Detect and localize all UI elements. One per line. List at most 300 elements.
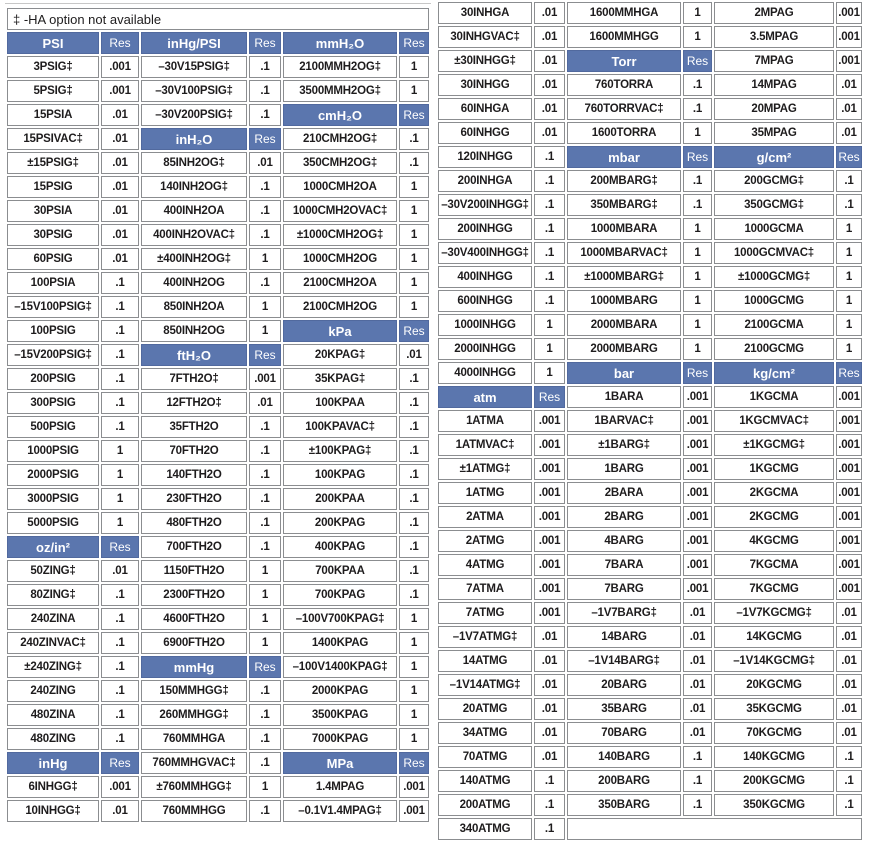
table-row xyxy=(7,680,429,702)
unit-cell: 7BARG xyxy=(567,578,681,600)
section-header-cell: kg/cm² xyxy=(714,362,834,384)
unit-cell: 6900FTH2O xyxy=(141,632,247,654)
table-row xyxy=(438,50,862,72)
unit-cell: 100PSIA xyxy=(7,272,99,294)
unit-cell: 2100MMH2OG‡ xyxy=(283,56,397,78)
section-header-cell: mmHg xyxy=(141,656,247,678)
res-cell: .01 xyxy=(836,98,862,120)
res-cell: .001 xyxy=(683,386,712,408)
unit-cell: 1000INHGG xyxy=(438,314,532,336)
res-cell: .01 xyxy=(534,722,565,744)
table-row xyxy=(438,434,862,456)
section-header-cell: bar xyxy=(567,362,681,384)
res-cell: .01 xyxy=(683,602,712,624)
table-row xyxy=(7,248,429,270)
table-row xyxy=(7,392,429,414)
unit-cell: –30V100PSIG‡ xyxy=(141,80,247,102)
unit-cell: 700KPAA xyxy=(283,560,397,582)
unit-cell: 600INHGG xyxy=(438,290,532,312)
res-cell: .1 xyxy=(249,800,281,822)
unit-cell: 1ATMG xyxy=(438,482,532,504)
res-cell: 1 xyxy=(683,290,712,312)
res-cell: 1 xyxy=(534,362,565,384)
table-row xyxy=(438,770,862,792)
blank-cell xyxy=(567,818,862,840)
res-cell: .1 xyxy=(399,392,429,414)
unit-cell: –15V200PSIG‡ xyxy=(7,344,99,366)
res-cell: .001 xyxy=(836,578,862,600)
unit-cell: 20KPAG‡ xyxy=(283,344,397,366)
res-cell: .01 xyxy=(683,650,712,672)
unit-cell: 200KPAA xyxy=(283,488,397,510)
unit-cell: 7BARA xyxy=(567,554,681,576)
res-cell: .1 xyxy=(101,632,139,654)
res-cell: .1 xyxy=(249,272,281,294)
res-header-cell: Res xyxy=(399,104,429,126)
table-row xyxy=(438,530,862,552)
unit-cell: 850INH2OA xyxy=(141,296,247,318)
unit-cell: 1000CMH2OA xyxy=(283,176,397,198)
unit-cell: 15PSIVAC‡ xyxy=(7,128,99,150)
unit-cell: 2MPAG xyxy=(714,2,834,24)
section-header-cell: g/cm² xyxy=(714,146,834,168)
unit-cell: 2BARG xyxy=(567,506,681,528)
res-header-cell: Res xyxy=(399,320,429,342)
table-row xyxy=(438,362,862,384)
unit-cell: 1BARG xyxy=(567,458,681,480)
table-row xyxy=(438,74,862,96)
unit-cell: 1ATMVAC‡ xyxy=(438,434,532,456)
table-row xyxy=(7,56,429,78)
res-cell: 1 xyxy=(399,296,429,318)
table-row xyxy=(438,674,862,696)
unit-cell: 1KGCMA xyxy=(714,386,834,408)
res-header-cell: Res xyxy=(836,146,862,168)
res-cell: 1 xyxy=(836,338,862,360)
res-cell: .001 xyxy=(683,434,712,456)
table-row xyxy=(7,704,429,726)
unit-cell: 700KPAG xyxy=(283,584,397,606)
unit-cell: ±30INHGG‡ xyxy=(438,50,532,72)
res-cell: .001 xyxy=(836,2,862,24)
unit-cell: 80ZING‡ xyxy=(7,584,99,606)
res-cell: .01 xyxy=(101,128,139,150)
pressure-table-right xyxy=(436,0,864,842)
res-cell: .1 xyxy=(534,194,565,216)
unit-cell: –0.1V1.4MPAG‡ xyxy=(283,800,397,822)
unit-cell: 350CMH2OG‡ xyxy=(283,152,397,174)
res-cell: 1 xyxy=(683,266,712,288)
res-cell: .001 xyxy=(836,26,862,48)
res-cell: .1 xyxy=(534,170,565,192)
right-table-wrap xyxy=(436,0,864,842)
unit-cell: 760MMHGG xyxy=(141,800,247,822)
res-cell: .1 xyxy=(399,464,429,486)
unit-cell: ±1000CMH2OG‡ xyxy=(283,224,397,246)
res-header-cell: Res xyxy=(249,128,281,150)
res-cell: .01 xyxy=(534,74,565,96)
unit-cell: 2000PSIG xyxy=(7,464,99,486)
unit-cell: 3000PSIG xyxy=(7,488,99,510)
unit-cell: ±1000GCMG‡ xyxy=(714,266,834,288)
unit-cell: 30INHGVAC‡ xyxy=(438,26,532,48)
table-row xyxy=(7,632,429,654)
res-cell: .1 xyxy=(101,272,139,294)
top-rule xyxy=(5,3,431,4)
res-cell: .01 xyxy=(534,2,565,24)
res-cell: .1 xyxy=(399,416,429,438)
res-cell: .1 xyxy=(249,416,281,438)
res-cell: .1 xyxy=(534,290,565,312)
unit-cell: –100V1400KPAG‡ xyxy=(283,656,397,678)
section-header-cell: inHg xyxy=(7,752,99,774)
unit-cell: 3.5MPAG xyxy=(714,26,834,48)
unit-cell: 2100GCMG xyxy=(714,338,834,360)
res-cell: .001 xyxy=(534,434,565,456)
res-cell: .001 xyxy=(399,776,429,798)
table-row xyxy=(438,314,862,336)
res-cell: .1 xyxy=(836,170,862,192)
unit-cell: 14ATMG xyxy=(438,650,532,672)
unit-cell: –1V14KGCMG‡ xyxy=(714,650,834,672)
section-header-cell: Torr xyxy=(567,50,681,72)
unit-cell: –30V400INHGG‡ xyxy=(438,242,532,264)
unit-cell: 7FTH2O‡ xyxy=(141,368,247,390)
unit-cell: 14BARG xyxy=(567,626,681,648)
res-cell: 1 xyxy=(399,200,429,222)
res-cell: .1 xyxy=(399,560,429,582)
table-row xyxy=(7,296,429,318)
unit-cell: ±760MMHGG‡ xyxy=(141,776,247,798)
res-cell: 1 xyxy=(399,680,429,702)
unit-cell: 3500KPAG xyxy=(283,704,397,726)
table-row xyxy=(7,656,429,678)
res-cell: 1 xyxy=(683,218,712,240)
res-header-cell: Res xyxy=(683,362,712,384)
table-row xyxy=(438,578,862,600)
unit-cell: 1BARVAC‡ xyxy=(567,410,681,432)
res-cell: .1 xyxy=(683,98,712,120)
res-cell: 1 xyxy=(399,704,429,726)
unit-cell: 2KGCMA xyxy=(714,482,834,504)
table-row xyxy=(7,416,429,438)
unit-cell: ±1BARG‡ xyxy=(567,434,681,456)
res-cell: .01 xyxy=(534,626,565,648)
res-cell: .1 xyxy=(399,488,429,510)
res-cell: 1 xyxy=(249,296,281,318)
res-cell: 1 xyxy=(101,512,139,534)
res-cell: .1 xyxy=(101,608,139,630)
unit-cell: 7ATMA xyxy=(438,578,532,600)
unit-cell: 2000MBARG xyxy=(567,338,681,360)
section-header-cell: inH₂O xyxy=(141,128,247,150)
unit-cell: –1V14ATMG‡ xyxy=(438,674,532,696)
unit-cell: 240ZINVAC‡ xyxy=(7,632,99,654)
unit-cell: 200INHGA xyxy=(438,170,532,192)
unit-cell: –15V100PSIG‡ xyxy=(7,296,99,318)
unit-cell: 1000MBARG xyxy=(567,290,681,312)
unit-cell: 20MPAG xyxy=(714,98,834,120)
res-cell: .01 xyxy=(836,122,862,144)
unit-cell: 30PSIA xyxy=(7,200,99,222)
table-row xyxy=(7,584,429,606)
unit-cell: 4BARG xyxy=(567,530,681,552)
res-cell: 1 xyxy=(399,632,429,654)
unit-cell: 70ATMG xyxy=(438,746,532,768)
res-cell: 1 xyxy=(534,314,565,336)
res-cell: .01 xyxy=(683,674,712,696)
res-cell: .1 xyxy=(399,128,429,150)
table-row xyxy=(7,800,429,822)
res-cell: 1 xyxy=(683,338,712,360)
res-cell: .001 xyxy=(683,506,712,528)
res-header-cell: Res xyxy=(101,752,139,774)
unit-cell: 100KPAG xyxy=(283,464,397,486)
table-row xyxy=(7,536,429,558)
unit-cell: 70KGCMG xyxy=(714,722,834,744)
unit-cell: 120INHGG xyxy=(438,146,532,168)
table-row xyxy=(438,170,862,192)
res-cell: .1 xyxy=(249,728,281,750)
res-cell: 1 xyxy=(399,224,429,246)
unit-cell: –1V7ATMG‡ xyxy=(438,626,532,648)
unit-cell: 140BARG xyxy=(567,746,681,768)
res-cell: .1 xyxy=(249,80,281,102)
table-row xyxy=(7,464,429,486)
unit-cell: 70BARG xyxy=(567,722,681,744)
section-header-cell: inHg/PSI xyxy=(141,32,247,54)
unit-cell: –30V200PSIG‡ xyxy=(141,104,247,126)
unit-cell: 350GCMG‡ xyxy=(714,194,834,216)
res-cell: .01 xyxy=(836,698,862,720)
res-cell: .01 xyxy=(101,224,139,246)
unit-cell: 30INHGG xyxy=(438,74,532,96)
res-cell: .1 xyxy=(249,536,281,558)
unit-cell: –30V15PSIG‡ xyxy=(141,56,247,78)
unit-cell: 1000MBARVAC‡ xyxy=(567,242,681,264)
unit-cell: 7KGCMG xyxy=(714,578,834,600)
res-cell: 1 xyxy=(249,632,281,654)
unit-cell: 70FTH2O xyxy=(141,440,247,462)
res-cell: .1 xyxy=(249,224,281,246)
unit-cell: 200MBARG‡ xyxy=(567,170,681,192)
unit-cell: 340ATMG xyxy=(438,818,532,840)
unit-cell: 2000MBARA xyxy=(567,314,681,336)
unit-cell: 35KPAG‡ xyxy=(283,368,397,390)
table-row xyxy=(438,194,862,216)
unit-cell: 350BARG xyxy=(567,794,681,816)
res-cell: .1 xyxy=(249,200,281,222)
res-cell: .1 xyxy=(249,440,281,462)
res-cell: .001 xyxy=(101,776,139,798)
unit-cell: 200ATMG xyxy=(438,794,532,816)
unit-cell: 10INHGG‡ xyxy=(7,800,99,822)
unit-cell: 4KGCMG xyxy=(714,530,834,552)
unit-cell: 15PSIG xyxy=(7,176,99,198)
unit-cell: 200GCMG‡ xyxy=(714,170,834,192)
unit-cell: ±100KPAG‡ xyxy=(283,440,397,462)
unit-cell: 1600TORRA xyxy=(567,122,681,144)
res-cell: .001 xyxy=(683,554,712,576)
res-cell: .01 xyxy=(836,626,862,648)
res-cell: 1 xyxy=(836,290,862,312)
unit-cell: 480ZING xyxy=(7,728,99,750)
res-cell: .01 xyxy=(836,74,862,96)
res-cell: 1 xyxy=(399,56,429,78)
table-row xyxy=(7,488,429,510)
res-cell: .001 xyxy=(836,386,862,408)
table-row xyxy=(438,698,862,720)
unit-cell: 850INH2OG xyxy=(141,320,247,342)
res-cell: .001 xyxy=(249,368,281,390)
table-row xyxy=(438,242,862,264)
unit-cell: 20ATMG xyxy=(438,698,532,720)
table-row xyxy=(438,626,862,648)
unit-cell: 200INHGG xyxy=(438,218,532,240)
res-cell: .001 xyxy=(101,80,139,102)
unit-cell: 35MPAG xyxy=(714,122,834,144)
unit-cell: 12FTH2O‡ xyxy=(141,392,247,414)
unit-cell: ±400INH2OG‡ xyxy=(141,248,247,270)
table-row xyxy=(7,272,429,294)
table-row xyxy=(438,722,862,744)
unit-cell: 240ZINA xyxy=(7,608,99,630)
unit-cell: 35FTH2O xyxy=(141,416,247,438)
table-row xyxy=(7,344,429,366)
left-table-wrap xyxy=(5,6,431,824)
unit-cell: 210CMH2OG‡ xyxy=(283,128,397,150)
unit-cell: 1000GCMA xyxy=(714,218,834,240)
res-cell: .001 xyxy=(836,434,862,456)
res-cell: .1 xyxy=(534,218,565,240)
res-cell: .001 xyxy=(683,458,712,480)
res-header-cell: Res xyxy=(399,752,429,774)
res-cell: .1 xyxy=(249,680,281,702)
res-header-cell: Res xyxy=(683,146,712,168)
res-cell: .1 xyxy=(836,746,862,768)
unit-cell: 1600MMHGA xyxy=(567,2,681,24)
res-cell: .001 xyxy=(683,530,712,552)
res-header-cell: Res xyxy=(836,362,862,384)
res-cell: .01 xyxy=(534,650,565,672)
res-cell: .1 xyxy=(101,320,139,342)
unit-cell: 60INHGA xyxy=(438,98,532,120)
unit-cell: 30PSIG xyxy=(7,224,99,246)
res-cell: .1 xyxy=(683,170,712,192)
table-row xyxy=(7,728,429,750)
unit-cell: 350KGCMG xyxy=(714,794,834,816)
res-cell: .001 xyxy=(534,410,565,432)
table-row xyxy=(438,650,862,672)
res-cell: .1 xyxy=(249,464,281,486)
res-cell: .01 xyxy=(683,698,712,720)
unit-cell: –1V7BARG‡ xyxy=(567,602,681,624)
res-cell: .1 xyxy=(399,536,429,558)
res-cell: 1 xyxy=(249,608,281,630)
res-cell: .1 xyxy=(249,104,281,126)
table-note: ‡ -HA option not available xyxy=(7,8,429,30)
unit-cell: 400INH2OG xyxy=(141,272,247,294)
res-cell: .001 xyxy=(534,578,565,600)
unit-cell: 400INH2OVAC‡ xyxy=(141,224,247,246)
res-cell: .01 xyxy=(534,698,565,720)
res-cell: .1 xyxy=(683,194,712,216)
unit-cell: 15PSIA xyxy=(7,104,99,126)
res-cell: .01 xyxy=(836,602,862,624)
unit-cell: 500PSIG xyxy=(7,416,99,438)
table-row xyxy=(438,122,862,144)
res-cell: .01 xyxy=(249,392,281,414)
res-cell: 1 xyxy=(683,26,712,48)
res-cell: .001 xyxy=(836,458,862,480)
unit-cell: 2100CMH2OG xyxy=(283,296,397,318)
unit-cell: 34ATMG xyxy=(438,722,532,744)
res-cell: 1 xyxy=(101,440,139,462)
res-cell: .01 xyxy=(534,746,565,768)
res-cell: .01 xyxy=(101,104,139,126)
res-cell: .1 xyxy=(683,770,712,792)
table-row xyxy=(7,200,429,222)
unit-cell: 4600FTH2O xyxy=(141,608,247,630)
table-row xyxy=(438,410,862,432)
unit-cell: 20BARG xyxy=(567,674,681,696)
unit-cell: 7000KPAG xyxy=(283,728,397,750)
table-row xyxy=(7,440,429,462)
unit-cell: 100KPAA xyxy=(283,392,397,414)
table-row xyxy=(438,26,862,48)
res-cell: .01 xyxy=(534,674,565,696)
unit-cell: 140KGCMG xyxy=(714,746,834,768)
res-cell: 1 xyxy=(836,218,862,240)
unit-cell: –30V200INHGG‡ xyxy=(438,194,532,216)
unit-cell: 1BARA xyxy=(567,386,681,408)
unit-cell: ±1000MBARG‡ xyxy=(567,266,681,288)
res-cell: 1 xyxy=(101,488,139,510)
unit-cell: 100KPAVAC‡ xyxy=(283,416,397,438)
res-cell: .1 xyxy=(534,266,565,288)
res-header-cell: Res xyxy=(534,386,565,408)
unit-cell: 1KGCMG xyxy=(714,458,834,480)
unit-cell: 1000GCMG xyxy=(714,290,834,312)
res-cell: .1 xyxy=(101,656,139,678)
unit-cell: 2ATMG xyxy=(438,530,532,552)
res-cell: .01 xyxy=(101,152,139,174)
unit-cell: 140FTH2O xyxy=(141,464,247,486)
section-header-cell: MPa xyxy=(283,752,397,774)
unit-cell: ±240ZING‡ xyxy=(7,656,99,678)
res-cell: .001 xyxy=(683,410,712,432)
unit-cell: ±1KGCMG‡ xyxy=(714,434,834,456)
unit-cell: 35BARG xyxy=(567,698,681,720)
res-cell: .01 xyxy=(101,560,139,582)
section-header-cell: cmH₂O xyxy=(283,104,397,126)
res-cell: .1 xyxy=(249,512,281,534)
res-cell: .1 xyxy=(399,368,429,390)
table-row xyxy=(7,512,429,534)
unit-cell: 5000PSIG xyxy=(7,512,99,534)
unit-cell: 760TORRA xyxy=(567,74,681,96)
unit-cell: 2100GCMA xyxy=(714,314,834,336)
table-row xyxy=(438,506,862,528)
unit-cell: 85INH2OG‡ xyxy=(141,152,247,174)
unit-cell: 350MBARG‡ xyxy=(567,194,681,216)
res-cell: .01 xyxy=(249,152,281,174)
res-cell: .1 xyxy=(249,56,281,78)
unit-cell: 30INHGA xyxy=(438,2,532,24)
unit-cell: 150MMHGG‡ xyxy=(141,680,247,702)
res-cell: .1 xyxy=(534,146,565,168)
res-cell: 1 xyxy=(399,80,429,102)
